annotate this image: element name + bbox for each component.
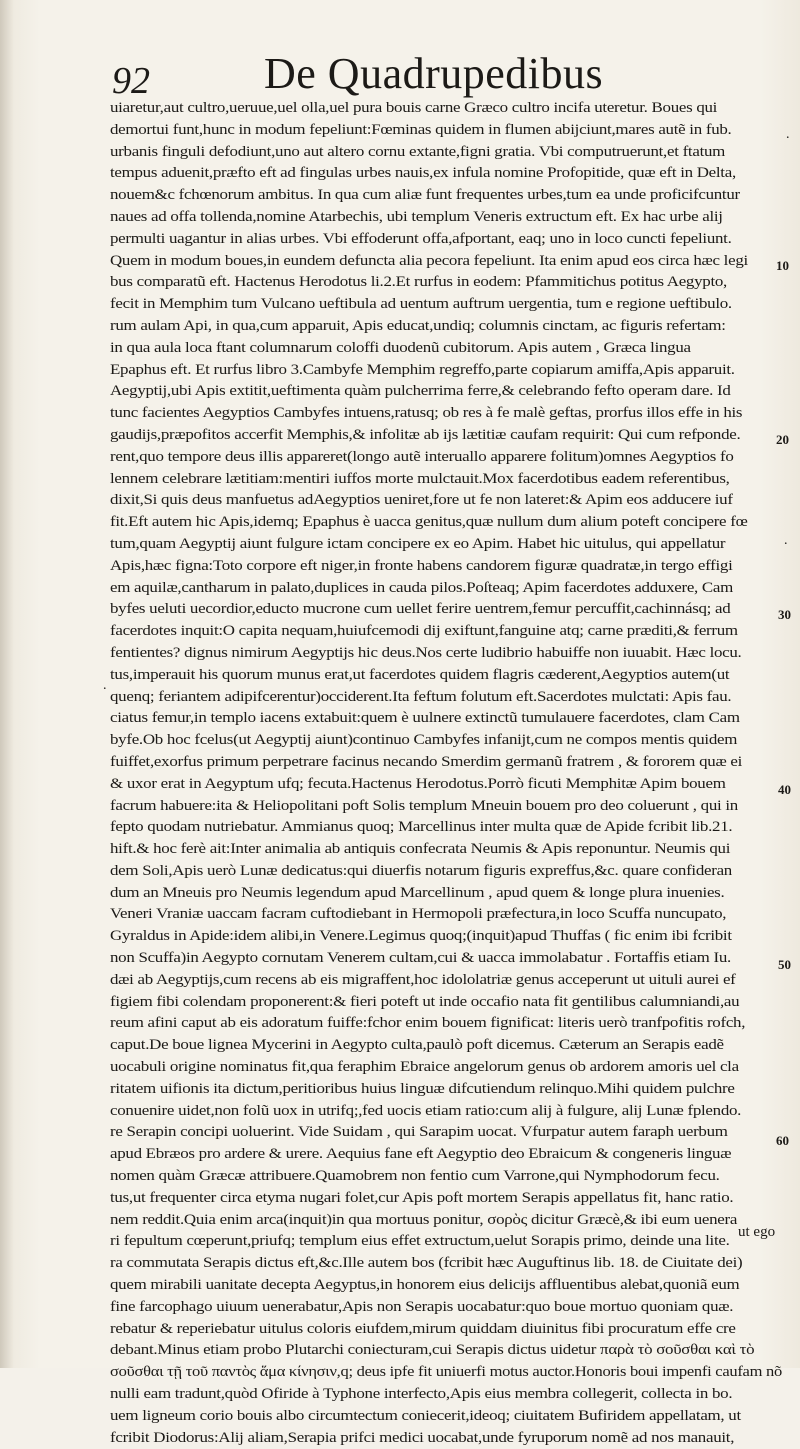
text-line: quem mirabili uanitate decepta Aegyptus,in honorem eius delicijs affluentibus alebat,quoniã eum — [110, 1277, 740, 1294]
margin-number: 10 — [776, 258, 789, 273]
text-line: uem ligneum corio bouis albo circumtectum coniecerit,ideoq; ciuitatem Bufiridem appellatam, ut — [110, 1407, 741, 1424]
text-line: dixit,Si quis deus manfuetus adAegyptios ueniret,fore ut fe non lateret:& Apim eos adducere iuf — [110, 492, 733, 509]
text-line: dum an Mneuis pro Neumis legendum apud Marcellinum , apud quem & longe plura inuenies. — [110, 884, 725, 901]
text-line: ciatus femur,in templo iacens extabuit:quem è uulnere extinctũ tumulauere facerdotes, clam Cam — [110, 710, 740, 727]
text-line: Epaphus eft. Et rurfus libro 3.Cambyfe Memphim regreffo,parte copiarum amiffa,Apis apparuit. — [110, 361, 735, 378]
text-line: nouem&c fchœnorum ambitus. In qua cum aliæ funt frequentes urbes,tum ea unde proficifcuntur — [110, 187, 740, 204]
page-header — [112, 49, 712, 102]
text-line: dæi ab Aegyptijs,cum recens ab eis migraffent,hoc idololatriæ genus acceperunt ut uituli aurei ef — [110, 971, 736, 988]
text-line: tunc facientes Aegyptios Cambyfes intuens,ratusq; ob res à fe malè geftas, prorfus illos effe in his — [110, 405, 743, 422]
text-line: non Scuffa)in Aegypto cornutam Venerem cultam,cui & uacca immolabatur . Fortaffis etiam Iu. — [110, 950, 731, 967]
text-line: fentientes? dignus nimirum Aegyptijs hic deus.Nos certe ludibrio habuiffe non iuuabit. Hæc locu. — [110, 644, 742, 661]
text-line: uiaretur,aut cultro,ueruue,uel olla,uel pura bouis carne Græco cultro incifa uteretur. Boues qui — [110, 100, 718, 116]
text-line: rent,quo tempore deus illis appareret(longo autẽ interuallo apparere folitum)omnes Aegyptios fo — [110, 448, 734, 465]
text-line: re Serapin concipi uoluerint. Vide Suidam , qui Sarapim uocat. Vfurpatur autem faraph uerbum — [110, 1124, 728, 1141]
text-line: ra commutata Serapis dictus eft,&c.Ille autem bos (fcribit hæc Auguftinus lib. 18. de Ciuitate dei) — [110, 1255, 743, 1272]
margin-dot: . — [786, 127, 790, 142]
text-line: naues ad offa tollenda,nomine Atarbechis, ubi templum Veneris extructum eft. Ex hac urbe alij — [110, 208, 723, 225]
text-line: facerdotes inquit:O capita nequam,huiufcemodi dij exiftunt,fanguine atq; carne prӕditi,& ferrum — [110, 623, 738, 640]
text-line: fepto quodam nutriebatur. Ammianus quoq; Marcellinus inter multa quæ de Apide fcribit lib.21. — [110, 819, 733, 836]
text-line: demortui funt,hunc in modum fepeliunt:Fœminas quidem in flumen abijciunt,mares autẽ in fub. — [110, 121, 732, 138]
text-line: byfes ueluti uecordior,educto mucrone cum uellet ferire uentrem,femur percuffit,cachinnásq; ad — [110, 601, 731, 618]
text-line: Gyraldus in Apide:idem alibi,in Venere.Legimus quoq;(inquit)apud Thuffas ( fic enim ibi fcribit — [110, 928, 732, 945]
text-line: hift.& hoc ferè ait:Inter animalia ab antiquis confecrata Neumis & Apis reponuntur. Neumis qui — [110, 841, 731, 858]
text-line: gaudijs,præpofitos accerfit Memphis,& infolitæ ab ijs lætitiæ caufam requirit: Qui cum refponde. — [110, 426, 741, 443]
text-line: Veneri Vraniæ uaccam facram cuftodiebant in Hermopoli præfectura,in loco Scuffa nuncupato, — [110, 906, 727, 923]
text-line: nomen quàm Græcæ attribuere.Quamobrem non fentio cum Varrone,qui Nymphodorum fecu. — [110, 1168, 720, 1185]
text-line: Aegyptij,ubi Apis extitit,ueftimenta quàm pulcherrima ferre,& celebrando fefto operam dare. Id — [110, 383, 731, 400]
text-line: apud Ebræos pro ardere & urere. Aequius fane eft Aegyptio deo Ebraicum & congeneris linguæ — [110, 1146, 732, 1163]
text-line: Apis,hæc figna:Toto corpore eft niger,in fronte habens candorem figuræ quadratæ,in tergo effigi — [110, 557, 733, 574]
text-line: fecit in Memphim tum Vulcano ueftibula ad uentum auftrum uergentia, tum e regione ueftibulo. — [110, 296, 732, 313]
text-line: in qua aula loca ftant columnarum coloffi duodenũ cubitorum. Apis autem , Græca lingua — [110, 339, 691, 356]
text-line: nem reddit.Quia enim arca(inquit)in qua mortuus ponitur, σορὸς dicitur Græcè,& ibi eum uenera — [110, 1211, 738, 1228]
text-line: figiem fibi colendam proponerent:& fieri poteft ut inde occafio nata fit gentilibus calumniandi,au — [110, 993, 740, 1010]
text-line: caput.De boue lignea Mycerini in Aegypto culta,paulò poft dicemus. Cæterum an Serapis eadẽ — [110, 1037, 724, 1054]
gutter-shadow — [0, 0, 14, 1368]
text-line: uocabuli origine nominatus fit,qua feraphim Ebraice angelorum genus ob ardorem amoris uel cla — [110, 1059, 739, 1076]
margin-number: 40 — [778, 782, 791, 797]
text-line: debant.Minus etiam probo Plutarchi coniecturam,cui Serapis dictus uidetur παρὰ τὸ σοῦσθαι καὶ τὸ — [110, 1342, 755, 1359]
text-line: fuiffet,exorfus primum perpetrare facinus necando Smerdim germanũ fratrem , & fororem quæ ei — [110, 753, 743, 770]
text-line: dem Soli,Apis uerò Lunæ dedicatus:qui diuerfis notarum figuris expreffus,&c. quare confideran — [110, 862, 732, 879]
text-line: fit.Eft autem hic Apis,idemq; Epaphus è uacca genitus,quæ nullum dum alium poteft concipere fœ — [110, 514, 748, 531]
text-line: & uxor erat in Aegyptum ufq; fecuta.Hactenus Herodotus.Porrò ficuti Memphitæ Apim bouem — [110, 775, 726, 792]
running-title: De Quadrupedibus — [264, 49, 604, 98]
text-line: σοῦσθαι τῇ τοῦ παντὸς ἅμα κίνησιν,q; deus ipfe fit uniuerfi motus auctor.Honoris boui impenfi caufam nõ — [110, 1364, 782, 1381]
text-line: lennem celebrare lætitiam:mentiri iuffos morte mulctauit.Mox facerdotibus eadem referentibus, — [110, 470, 730, 487]
margin-dot: . — [103, 678, 107, 693]
text-line: byfe.Ob hoc fcelus(ut Aegyptij aiunt)continuo Cambyfes infanijt,cum ne compos mentis quidem — [110, 732, 738, 749]
text-line: ri fepultum cœperunt,priufq; templum eius effet extructum,uelut Sorapis primo, deinde una lite. — [110, 1233, 730, 1250]
text-line: tus,imperauit his quorum munus erat,ut facerdotes quidem flagris cæderent,Aegyptios autem(ut — [110, 666, 730, 683]
text-line: conuenire uidet,non folũ uox in utrifq;,fed uocis etiam ratio:cum alij à fulgure, alij Lunæ fplendo. — [110, 1102, 742, 1119]
catchword: ut ego — [738, 1224, 776, 1240]
text-line: tus,ut frequenter circa etyma nugari folet,cur Apis poft mortem Serapis appellatus fit, hanc ratio. — [110, 1189, 734, 1206]
margin-number: 60 — [776, 1133, 789, 1148]
text-line: ritatem uifionis ita dictum,peritioribus huius linguæ difcutiendum relinquo.Mihi quidem pulchre — [110, 1080, 735, 1097]
text-line: em aquilæ,cantharum in palato,duplices in cauda pilos.Poſteaq; Apim facerdotes adduxere, Cam — [110, 579, 734, 596]
text-line: tum,quam Aegyptij aiunt fulgure ictam concipere ex eo Apim. Habet hic uitulus, qui appellatur — [110, 535, 726, 552]
margin-dot: . — [784, 533, 788, 548]
text-line: tempus aduenit,præfto eft ad fingulas urbes nauis,ex infula nomine Profopitide, quæ eft in Delta, — [110, 165, 736, 182]
text-line: fine farcophago uiuum uenerabatur,Apis non Serapis uocabatur:quo boue mortuo quoniam quæ. — [110, 1298, 734, 1315]
text-line: nulli eam tradunt,quòd Ofiride à Typhone interfecto,Apis eius membra collegerit, collecta in bo. — [110, 1386, 733, 1403]
text-line: rum aulam Api, in qua,cum apparuit, Apis educat,undiq; columnis cinctam, ac figuris refertam: — [110, 317, 726, 334]
text-line: Quem in modum boues,in eundem defuncta alia pecora fepeliunt. Ita enim apud eos circa hæc legi — [110, 252, 748, 269]
text-line: rebatur & reperiebatur uitulus coloris eiufdem,mirum quiddam diuinitus fibi procuratum effe cre — [110, 1320, 736, 1337]
text-line: fcribit Diodorus:Alij aliam,Serapia prifci medici uocabat,unde fyruporum nomẽ ad nos manauit, — [110, 1429, 735, 1446]
body-text — [110, 98, 786, 1449]
margin-number: 20 — [776, 432, 789, 447]
text-line: urbanis finguli defodiunt,uno aut altero cornu extante,figni gratia. Vbi computruerunt,et ftatum — [110, 143, 726, 160]
text-line: bus comparatũ eft. Hactenus Herodotus li.2.Et rurfus in eodem: Pfammitichus potitus Aegypto, — [110, 274, 727, 291]
text-line: permulti uagantur in alias urbes. Vbi effoderunt offa,afportant, eaq; uno in loco cuncti fepeliunt. — [110, 230, 732, 247]
page-number: 92 — [112, 60, 150, 102]
text-line: facrum habuere:ita & Heliopolitani poft Solis templum Mneuin bouem pro deo coluerunt , qui in — [110, 797, 738, 814]
margin-number: 50 — [778, 957, 791, 972]
text-line: reum afini caput ab eis adoratum fuiffe:fchor enim bouem fignificat: literis uerò tranfpofitis rofch, — [110, 1015, 746, 1032]
text-line: quenq; feriantem adipifcerentur)occiderent.Ita feftum folutum eft.Sacerdotes mulctati: Apis fau. — [110, 688, 732, 705]
margin-number: 30 — [778, 607, 791, 622]
